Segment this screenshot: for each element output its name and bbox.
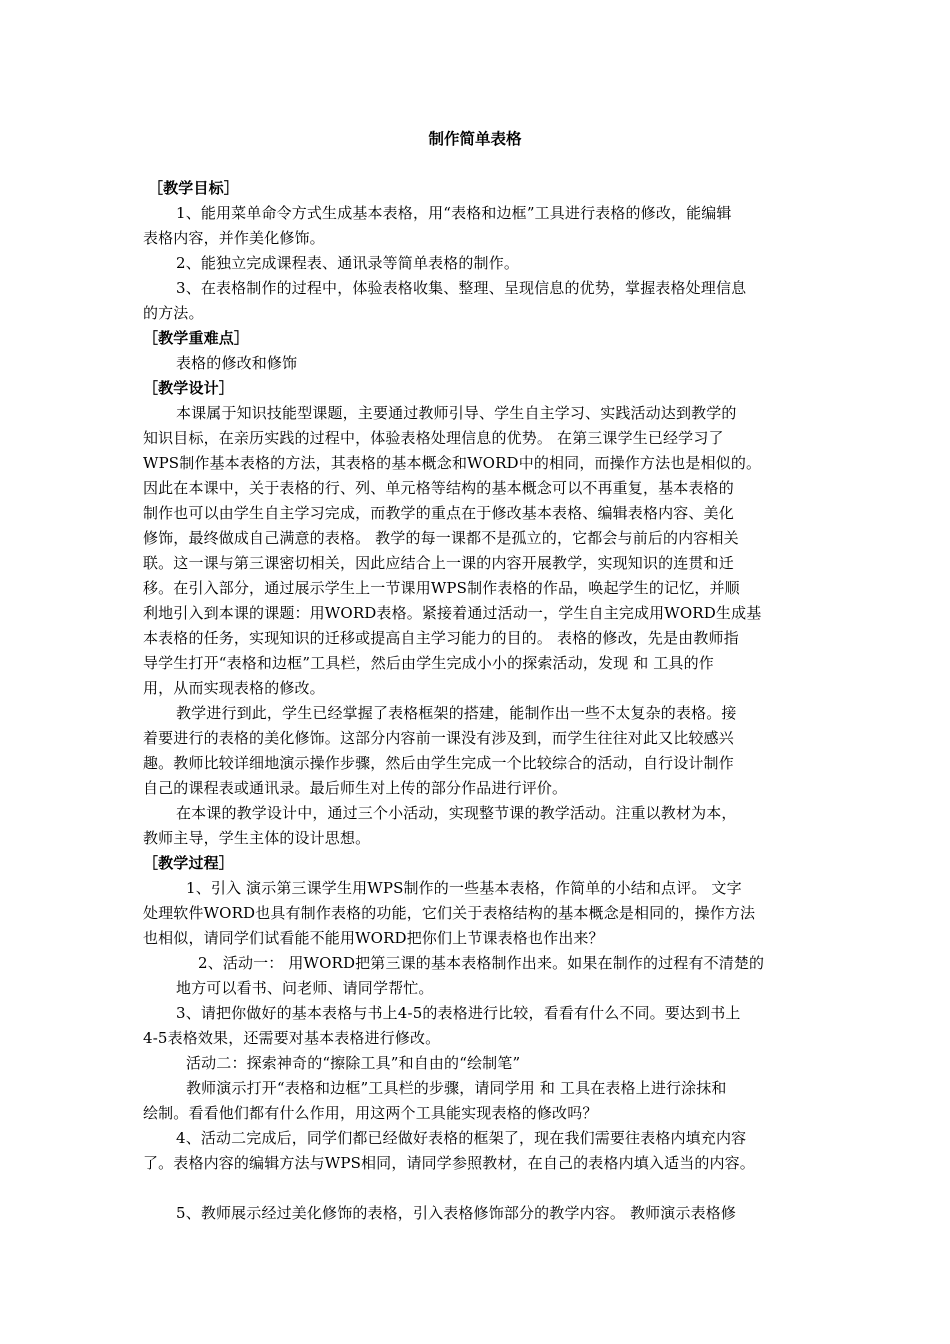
paragraph-line: 制作也可以由学生自主学习完成，而教学的重点在于修改基本表格、编辑表格内容、美化 — [143, 504, 734, 522]
paragraph-line: 4、活动二完成后，同学们都已经做好表格的框架了，现在我们需要往表格内填充内容 — [176, 1129, 747, 1147]
paragraph-line: 活动二：探索神奇的“擦除工具”和自由的“绘制笔” — [186, 1054, 521, 1072]
paragraph-line: 移。在引入部分，通过展示学生上一节课用WPS制作表格的作品，唤起学生的记忆，并顺 — [143, 579, 740, 597]
paragraph-line: 的方法。 — [143, 304, 204, 322]
section-heading: ［教学重难点］ — [143, 329, 250, 347]
paragraph-line: 趣。教师比较详细地演示操作步骤，然后由学生完成一个比较综合的活动，自行设计制作 — [143, 754, 734, 772]
paragraph-line: 修饰，最终做成自己满意的表格。 教学的每一课都不是孤立的，它都会与前后的内容相关 — [143, 529, 739, 547]
paragraph-line: 教学进行到此，学生已经掌握了表格框架的搭建，能制作出一些不太复杂的表格。接 — [176, 704, 737, 722]
paragraph-line: 2、活动一： 用WORD把第三课的基本表格制作出来。如果在制作的过程有不清楚的 — [198, 954, 765, 972]
section-heading: ［教学过程］ — [143, 854, 234, 872]
paragraph-line: 2、能独立完成课程表、通讯录等简单表格的制作。 — [176, 254, 519, 272]
paragraph-line: 因此在本课中，关于表格的行、列、单元格等结构的基本概念可以不再重复，基本表格的 — [143, 479, 734, 497]
paragraph-line: 自己的课程表或通讯录。最后师生对上传的部分作品进行评价。 — [143, 779, 568, 797]
paragraph-line: 教师演示打开“表格和边框”工具栏的步骤，请同学用 和 工具在表格上进行涂抹和 — [186, 1079, 727, 1097]
paragraph-line: 了。表格内容的编辑方法与WPS相同，请同学参照教材，在自己的表格内填入适当的内容。 — [143, 1154, 755, 1172]
paragraph-line: 5、教师展示经过美化修饰的表格，引入表格修饰部分的教学内容。 教师演示表格修 — [176, 1204, 737, 1222]
paragraph-line: 也相似，请同学们试看能不能用WORD把你们上节课表格也作出来？ — [143, 929, 604, 947]
paragraph-line: 用，从而实现表格的修改。 — [143, 679, 325, 697]
paragraph-line: 联。这一课与第三课密切相关，因此应结合上一课的内容开展教学，实现知识的连贯和迁 — [143, 554, 734, 572]
paragraph-line: 本课属于知识技能型课题，主要通过教师引导、学生自主学习、实践活动达到教学的 — [176, 404, 737, 422]
paragraph-line: 表格的修改和修饰 — [176, 354, 298, 372]
section-heading: ［教学设计］ — [143, 379, 234, 397]
paragraph-line: 1、能用菜单命令方式生成基本表格，用“表格和边框”工具进行表格的修改，能编辑 — [176, 204, 732, 222]
paragraph-line: 本表格的任务，实现知识的迁移或提高自主学习能力的目的。 表格的修改，先是由教师指 — [143, 629, 739, 647]
paragraph-line: 1、引入 演示第三课学生用WPS制作的一些基本表格，作简单的小结和点评。 文字 — [186, 879, 742, 897]
paragraph-line: 知识目标，在亲历实践的过程中，体验表格处理信息的优势。 在第三课学生已经学习了 — [143, 429, 724, 447]
paragraph-line: 4-5表格效果，还需要对基本表格进行修改。 — [143, 1029, 441, 1047]
paragraph-line: WPS制作基本表格的方法，其表格的基本概念和WORD中的相同，而操作方法也是相似的。 — [143, 454, 762, 472]
paragraph-line: 处理软件WORD也具有制作表格的功能，它们关于表格结构的基本概念是相同的，操作方法 — [143, 904, 756, 922]
document-title: 制作简单表格 — [428, 130, 522, 148]
paragraph-line: 3、请把你做好的基本表格与书上4-5的表格进行比较，看看有什么不同。要达到书上 — [176, 1004, 741, 1022]
paragraph-line: 导学生打开“表格和边框”工具栏，然后由学生完成小小的探索活动，发现 和 工具的作 — [143, 654, 714, 672]
paragraph-line: 绘制。看看他们都有什么作用，用这两个工具能实现表格的修改吗？ — [143, 1104, 598, 1122]
paragraph-line: 利地引入到本课的课题：用WORD表格。紧接着通过活动一，学生自主完成用WORD生成基 — [143, 604, 762, 622]
section-heading: ［教学目标］ — [148, 179, 239, 197]
paragraph-line: 着要进行的表格的美化修饰。这部分内容前一课没有涉及到，而学生往往对此又比较感兴 — [143, 729, 734, 747]
paragraph-line: 表格内容，并作美化修饰。 — [143, 229, 325, 247]
paragraph-line: 在本课的教学设计中，通过三个小活动，实现整节课的教学活动。注重以教材为本， — [176, 804, 737, 822]
paragraph-line: 教师主导，学生主体的设计思想。 — [143, 829, 371, 847]
paragraph-line: 地方可以看书、问老师、请同学帮忙。 — [176, 979, 434, 997]
paragraph-line: 3、在表格制作的过程中，体验表格收集、整理、呈现信息的优势，掌握表格处理信息 — [176, 279, 747, 297]
